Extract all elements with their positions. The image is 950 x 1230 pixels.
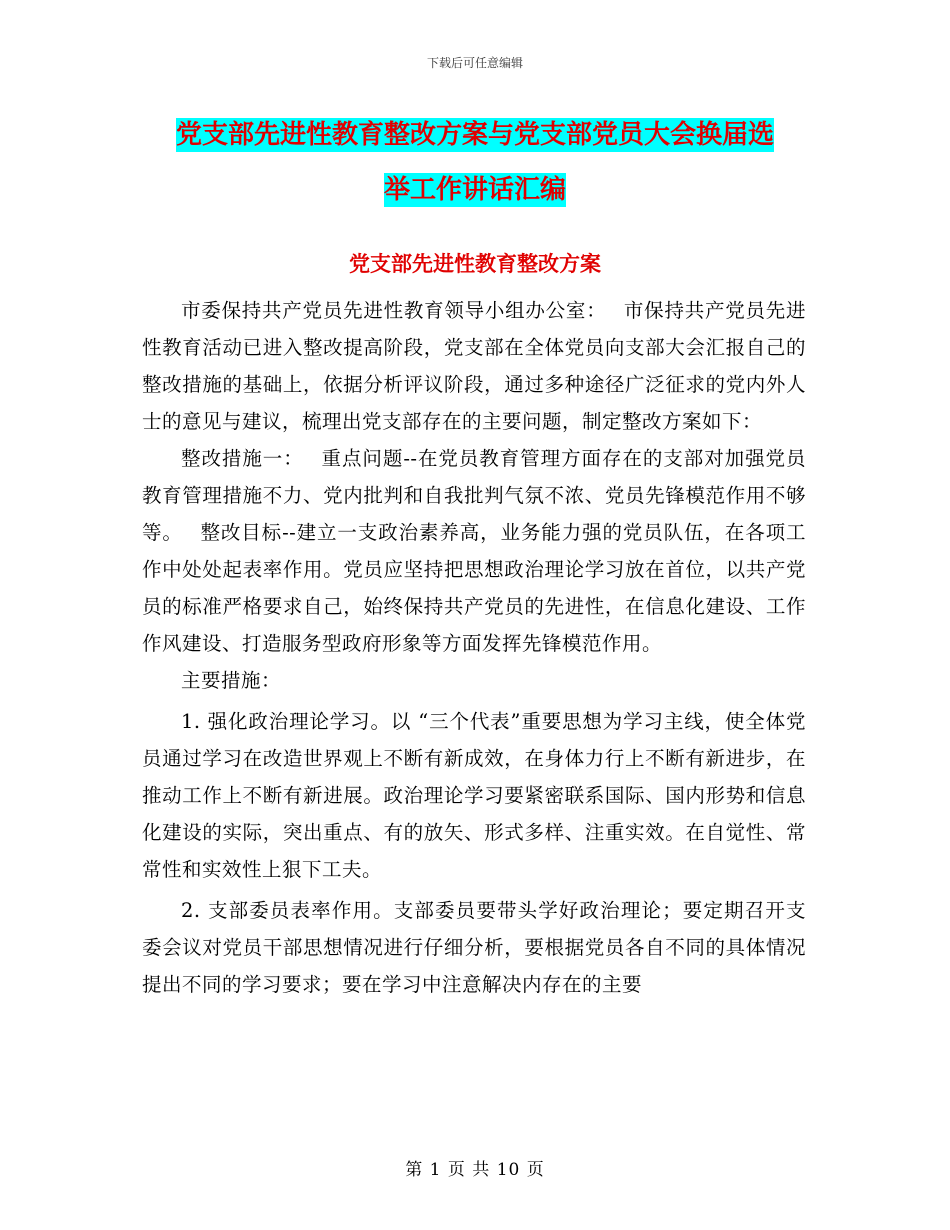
paragraph-item-1: 1. 强化政治理论学习。以 “三个代表”重要思想为学习主线，使全体党员通过学习在改造世界观上不断有新成效，在身体力行上不断有新进步，在推动工作上不断有新进展。政治理论学习要紧密联系国际、国内形势和信息化建设的实际，突出重点、有的放矢、形式多样、注重实效。在自觉性、常常性和实效性上狠下工夫。 xyxy=(142,710,806,881)
section-title: 党支部先进性教育整改方案 xyxy=(349,252,601,276)
header-note: 下载后可任意编辑 xyxy=(426,56,523,70)
paragraph-item-2: 2. 支部委员表率作用。支部委员要带头学好政治理论；要定期召开支委会议对党员干部思想情况进行仔细分析，要根据党员各自不同的具体情况提出不同的学习要求；要在学习中注意解决内存在的主要 xyxy=(142,899,806,996)
document-body xyxy=(142,292,806,1003)
paragraph-main-measures-heading: 主要措施： xyxy=(181,669,282,692)
document-title xyxy=(140,108,810,218)
title-line-1: 党支部先进性教育整改方案与党支部党员大会换届选 xyxy=(175,120,774,150)
paragraph-measure-one: 整改措施一： 重点问题--在党员教育管理方面存在的支部对加强党员教育管理措施不力、党内批判和自我批判气氛不浓、党员先锋模范作用不够等。 整改目标--建立一支政治素养高，业务能力强的党员队伍，在各项工作中处处起表率作用。党员应坚持把思想政治理论学习放在首位，以共产党员的标准严格要求自己，始终保持共产党员的先进性，在信息化建设、工作作风建设、打造服务型政府形象等方面发挥先锋模范作用。 xyxy=(142,447,806,655)
title-line-2: 举工作讲话汇编 xyxy=(383,175,566,205)
paragraph-intro: 市委保持共产党员先进性教育领导小组办公室： 市保持共产党员先进性教育活动已进入整改提高阶段，党支部在全体党员向支部大会汇报自己的整改措施的基础上，依据分析评议阶段，通过多种途径广泛征求的党内外人士的意见与建议，梳理出党支部存在的主要问题，制定整改方案如下： xyxy=(142,299,806,433)
page-footer: 第 1 页 共 10 页 xyxy=(405,1160,545,1180)
